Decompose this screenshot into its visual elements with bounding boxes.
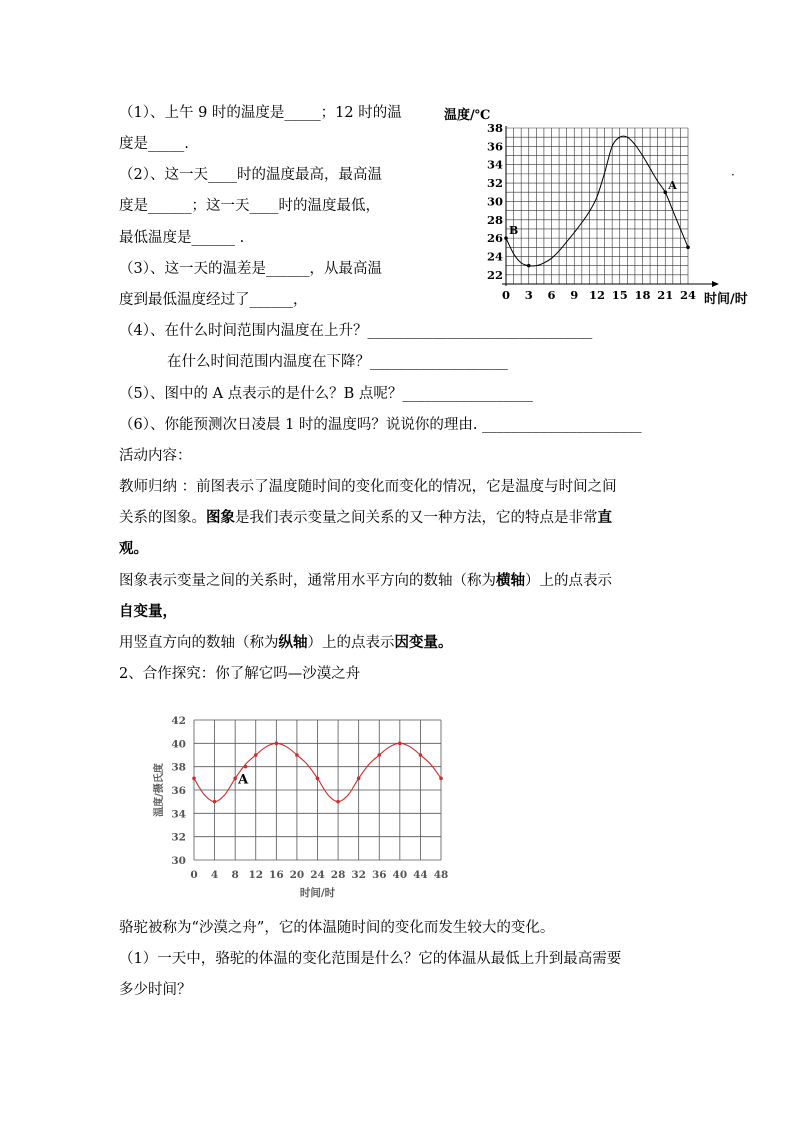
question-6: （6）、你能预测次日凌晨 1 时的温度吗？说说你的理由. ______________________ [119, 417, 642, 433]
data-point [336, 800, 340, 804]
y-tick-label: 38 [171, 761, 186, 774]
question-4-line-2: 在什么时间范围内温度在下降？___________________ [167, 354, 508, 370]
x-tick-label: 16 [269, 869, 284, 881]
data-point [233, 777, 237, 781]
data-point [686, 245, 690, 249]
x-tick-label: 12 [248, 869, 264, 881]
x-tick-label: 20 [289, 869, 305, 881]
y-tick-label: 30 [171, 855, 186, 867]
y-tick-label: 28 [486, 212, 503, 227]
x-tick-label: 32 [351, 869, 366, 881]
data-point [527, 264, 531, 268]
x-tick-label: 24 [679, 288, 697, 302]
data-point [254, 753, 258, 757]
summary-line-4 [119, 571, 612, 591]
x-tick-label: 28 [330, 869, 346, 881]
camel-text: 骆驼被称为“沙漠之舟”，它的体温随时间的变化而发生较大的变化。 [119, 920, 555, 936]
summary-line-1: 教师归纳 ：前图表示了温度随时间的变化而变化的情况，它是温度与时间之间 [119, 479, 617, 495]
summary-text: ）上的点表示 [307, 635, 395, 651]
x-tick-label: 15 [611, 288, 628, 302]
y-tick-label: 26 [486, 231, 503, 246]
data-point [377, 753, 381, 757]
x-tick-label: 8 [231, 869, 239, 881]
x-tick-label: 0 [501, 288, 511, 302]
data-point [663, 190, 667, 194]
x-tick-label: 12 [588, 288, 606, 302]
stray-dot: · [731, 168, 735, 182]
question-3-line-1: （3）、这一天的温差是______，从最高温 [119, 261, 382, 277]
y-tick-label: 38 [486, 121, 503, 135]
y-tick-label: 34 [171, 808, 186, 821]
data-point [316, 777, 320, 781]
x-tick-label: 3 [524, 288, 533, 302]
summary-line-5: 自变量， [119, 603, 177, 620]
section-2-title: 2、合作探究：你了解它吗—沙漠之舟 [119, 666, 361, 682]
y-tick-label: 24 [486, 249, 503, 264]
question-2-line-1: （2）、这一天____时的温度最高，最高温 [119, 167, 382, 183]
activity-label: 活动内容： [119, 448, 192, 464]
data-point [504, 236, 508, 240]
question-2-line-3: 最低温度是______ . [119, 230, 245, 246]
x-tick-label: 36 [371, 869, 387, 881]
data-point [275, 742, 279, 746]
question-2-line-2: 度是______；这一天____时的温度最低， [119, 198, 380, 214]
y-tick-label: 32 [171, 831, 186, 844]
y-tick-label: 34 [486, 157, 503, 172]
question-4-line-1: （4）、在什么时间范围内温度在上升？_______________________________ [119, 323, 593, 339]
x-axis-arrow [712, 281, 719, 287]
summary-line-2 [119, 508, 612, 528]
question-1-line-2: 度是_____. [119, 136, 189, 152]
y-tick-label: 30 [486, 194, 503, 209]
data-point [439, 777, 443, 781]
summary-line-6 [119, 633, 453, 653]
summary-bold-term: 因变量。 [394, 634, 453, 651]
point-label-a: A [668, 179, 677, 193]
x-tick-label: 6 [547, 288, 556, 302]
summary-text: 用竖直方向的数轴（称为 [119, 635, 279, 651]
data-point [295, 753, 299, 757]
data-point [357, 777, 361, 781]
camel-temperature-chart [145, 708, 465, 908]
x-axis-label: 时间/时 [704, 292, 748, 307]
point-label-a: A [238, 772, 249, 788]
x-tick-label: 48 [433, 869, 449, 881]
data-point [398, 742, 402, 746]
x-tick-label: 44 [413, 869, 428, 881]
summary-line-3: 观。 [119, 540, 148, 557]
temperature-chart [440, 100, 770, 315]
data-point [244, 765, 248, 769]
x-tick-label: 18 [634, 288, 651, 302]
x-tick-label: 0 [190, 869, 198, 881]
y-tick-label: 36 [486, 139, 503, 154]
point-label-b: B [509, 224, 519, 238]
x-tick-label: 21 [657, 288, 674, 302]
y-axis-label: 温度/摄氏度 [154, 763, 165, 817]
summary-bold-term: 纵轴 [278, 634, 308, 651]
x-tick-label: 40 [392, 869, 408, 881]
data-point [192, 777, 196, 781]
question-5: （5）、图中的 A 点表示的是什么？B 点呢？__________________ [119, 386, 533, 402]
y-tick-label: 22 [486, 267, 503, 282]
x-axis-label: 时间/时 [299, 887, 336, 899]
summary-text: 图象表示变量之间的关系时，通常用水平方向的数轴（称为 [119, 573, 496, 589]
x-tick-label: 4 [210, 869, 219, 881]
camel-question-1-line-1: （1）一天中，骆驼的体温的变化范围是什么？它的体温从最低上升到最高需要 [119, 951, 622, 967]
y-axis-label: 温度/℃ [444, 108, 491, 123]
summary-text: ）上的点表示 [525, 573, 612, 589]
y-tick-label: 42 [171, 715, 186, 727]
summary-bold-term: 横轴 [496, 572, 525, 589]
data-point [213, 800, 217, 804]
summary-text: 关系的图象。 [119, 510, 206, 526]
y-tick-label: 40 [171, 738, 186, 751]
camel-question-1-line-2: 多少时间？ [119, 982, 192, 998]
question-1-line-1: （1）、上午 9 时的温度是_____；12 时的温 [119, 105, 402, 121]
question-3-line-2: 度到最低温度经过了______， [119, 292, 308, 308]
y-tick-label: 32 [486, 176, 503, 191]
x-tick-label: 9 [570, 288, 579, 302]
summary-text: 是我们表示变量之间关系的又一种方法，它的特点是非常 [235, 510, 598, 526]
data-point [419, 753, 423, 757]
summary-bold-term: 直 [597, 509, 612, 526]
x-tick-label: 24 [310, 869, 325, 881]
y-tick-label: 36 [171, 785, 186, 797]
summary-bold-term: 图象 [206, 509, 235, 526]
